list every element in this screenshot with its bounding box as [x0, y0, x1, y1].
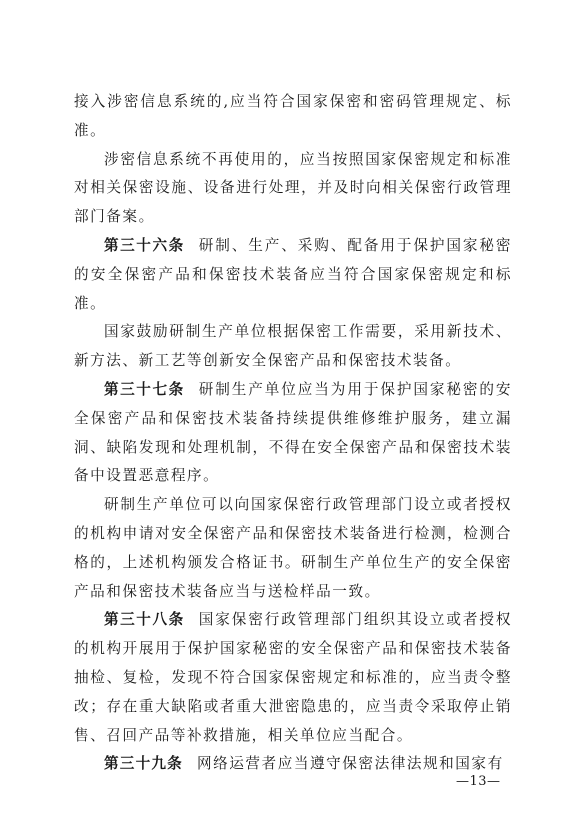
body-paragraph	[74, 318, 512, 376]
paragraph-text: 研制、生产、采购、配备用于保护国家秘密的安全保密产品和保密技术装备应当符合国家保密规定和标准。	[74, 236, 512, 312]
article-paragraph	[74, 606, 512, 750]
paragraph-text: 研制生产单位可以向国家保密行政管理部门设立或者授权的机构申请对安全保密产品和保密技术装备进行检测，检测合格的，上述机构颁发合格证书。研制生产单位生产的安全保密产品和保密技术装备应当与送检样品一致。	[74, 496, 512, 600]
paragraph-text: 国家保密行政管理部门组织其设立或者授权的机构开展用于保护国家秘密的安全保密产品和保密技术装备抽检、复检，发现不符合国家保密规定和标准的，应当责令整改；存在重大缺陷或者重大泄密隐患的，应当责令采取停止销售、召回产品等补救措施，相关单位应当配合。	[74, 611, 512, 744]
paragraph-text: 国家鼓励研制生产单位根据保密工作需要，采用新技术、新方法、新工艺等创新安全保密产品和保密技术装备。	[74, 323, 512, 370]
paragraph-text: 涉密信息系统不再使用的，应当按照国家保密规定和标准对相关保密设施、设备进行处理，并及时向相关保密行政管理部门备案。	[74, 150, 512, 226]
paragraph-text: 网络运营者应当遵守保密法律法规和国家有	[196, 755, 504, 773]
article-paragraph	[74, 376, 512, 491]
article-number: 第三十六条	[104, 236, 185, 254]
paragraph-text: 接入涉密信息系统的,应当符合国家保密和密码管理规定、标准。	[74, 93, 512, 139]
body-paragraph	[74, 491, 512, 606]
article-number: 第三十七条	[104, 380, 185, 398]
body-paragraph	[74, 88, 512, 146]
article-number: 第三十八条	[104, 611, 185, 629]
body-text	[74, 88, 512, 779]
article-number: 第三十九条	[104, 755, 183, 773]
paragraph-text: 研制生产单位应当为用于保护国家秘密的安全保密产品和保密技术装备持续提供维修维护服务，建立漏洞、缺陷发现和处理机制，不得在安全保密产品和保密技术装备中设置恶意程序。	[74, 380, 512, 485]
article-paragraph	[74, 232, 512, 318]
body-paragraph	[74, 146, 512, 232]
article-paragraph	[74, 750, 512, 779]
page-number: —13—	[456, 774, 501, 789]
